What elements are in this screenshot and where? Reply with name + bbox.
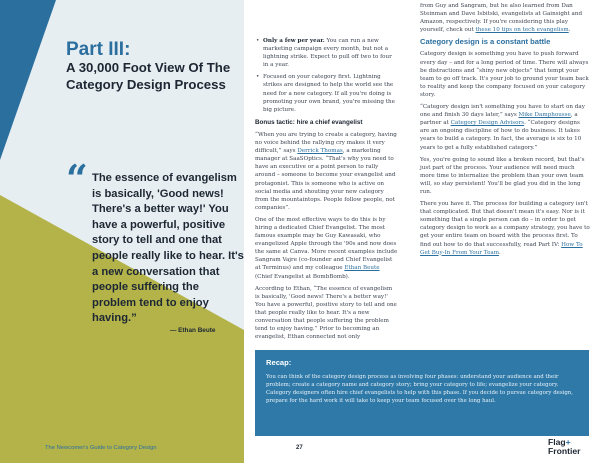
text-run: (Chief Evangelist at BombBomb). <box>255 273 350 280</box>
link-derrick-thomas[interactable]: Derrick Thomas <box>297 148 343 155</box>
bullet-item <box>263 37 398 69</box>
text-run: , a partner at <box>420 112 578 127</box>
paragraph <box>420 2 590 34</box>
paragraph <box>420 200 590 257</box>
part-subtitle: A 30,000 Foot View Of The Category Design Process <box>66 60 231 92</box>
middle-column <box>255 37 398 345</box>
link-category-design-advisors[interactable]: Category Design Advisors <box>450 120 525 127</box>
recap-box <box>255 350 589 436</box>
bullet-lead: Only a few per year. <box>263 38 325 44</box>
bullet-text: Focused on your category first. Lightning strikes are designed to help the world see the need for a new category. If all you're doing is promoting your own brand, you're missing the big picture. <box>263 74 395 113</box>
bullet-text: You can run a new marketing campaign every month, but not a lightning strike. Expect to pull off two to four in a year. <box>263 38 392 69</box>
right-column <box>420 2 590 261</box>
part-title: Part III: <box>66 39 131 60</box>
link-tech-evangelism-tips[interactable]: these 10 tips on tech evangelism <box>475 27 569 34</box>
flag-frontier-logo <box>548 438 596 462</box>
page-number: 27 <box>296 445 303 451</box>
page-footer <box>0 432 600 463</box>
text-run: “Category design isn't something you have to start on day one and finish 30 days later,” says <box>420 104 585 119</box>
paragraph: Category design is something you have to push forward every day – and for a long period of time. There will always be distractions and “shiny new objects” that tempt your team to go off track. It's your job to ground your team back to reality and keep the company focused on your category story. <box>420 51 589 98</box>
link-mike-damphousse[interactable]: Mike Damphousse <box>518 112 571 119</box>
paragraph: Yes, you're going to sound like a broken record, but that's just part of the process. Your audience will need much more time to internalize the problem than your own team will, so stay persistent! You'll be glad you did in the long run. <box>420 156 585 195</box>
text-run: “When you are trying to create a category, having no voice behind the rallying cry makes it very difficult,” says <box>255 131 397 155</box>
text-run: . <box>568 27 571 34</box>
paragraph <box>420 103 590 152</box>
recap-title: Recap: <box>266 358 292 367</box>
text-run: There you have it. The process for building a category isn't that complicated. But that doesn't mean it's easy. Nor is it something that a single person can do – in order to get category design to work as a company strategy, you have to get your entire team on board with the process first. To find out how to do that successfully, read Part IV: <box>420 201 590 248</box>
paragraph <box>255 216 398 281</box>
logo-word-flag: Flag <box>548 437 566 447</box>
paragraph <box>255 131 398 212</box>
footer-guide-title: The Newcomer's Guide to Category Design <box>45 445 157 451</box>
left-panel <box>0 0 244 463</box>
text-run: , a marketing manager at SaaSOptics. “That's why you need to have an executive or a point person to rally around – someone to become your evangelist and protagonist. This is someone who is active on social media and shouting your new category from the mountaintops. People follow people, not companies”. <box>255 148 396 211</box>
section-heading: Category design is a constant battle <box>420 37 551 47</box>
link-part-iv-buy-in[interactable]: How To Get Buy-In From Your Team <box>420 241 583 256</box>
text-run: One of the most effective ways to do this is by hiring a dedicated Chief Evangelist. The most famous example may be Guy Kawasaki, who evangelized Apple through the '90s and now does the same at Canva. More recent examples include Sangram Vajre (co-founder and Chief Evangelist at Terminus) and my colleague <box>255 216 398 272</box>
pull-quote: The essence of evangelism is basically, 'Good news! There's a better way!' You have a powerful, positive story to tell and one that people really like to hear. It's a new conversation that people suffering the problem tend to enjoy having.” <box>92 172 244 325</box>
section-subhead: Bonus tactic: hire a chief evangelist <box>255 118 363 126</box>
recap-body: You can think of the category design process as involving four phases: understand your audience and their problem; create a category name and category story; bring your category to life; evangelize your category. Category designers often hire chief evangelists to help with this phase. If you decide to pursue category design, prepare for the hard work it will take to keep your team focused over the long haul. <box>266 374 573 404</box>
logo-word-frontier: Frontier <box>548 445 581 456</box>
bullet-list <box>255 37 398 114</box>
quote-mark-icon: “ <box>66 156 88 201</box>
text-run: from Guy and Sangram, but he also learned from Dan Steinman and Dave Isbitski, evangelists at Gainsight and Amazon, respectively. If you're considering this play yourself, check out <box>420 3 583 34</box>
logo-plus-icon: + <box>565 437 571 447</box>
link-ethan-beute[interactable]: Ethan Beute <box>344 265 380 272</box>
text-run: . “Category designs are an ongoing discipline of how to do business. It takes years to build a category. In fact, the average is six to 10 years to get a fully established category.” <box>420 120 582 151</box>
quote-author: — Ethan Beute <box>170 327 216 334</box>
paragraph: According to Ethan, “The essence of evangelism is basically, 'Good news! There's a better way!' You have a powerful, positive story to tell and one that people really like to hear. It's a new conversation that people suffering the problem tend to enjoy having.” Prior to becoming an evangelist, Ethan connected not only <box>255 285 397 341</box>
bullet-item <box>263 73 398 113</box>
text-run: . <box>499 249 501 256</box>
blue-corner-triangle <box>0 0 56 160</box>
